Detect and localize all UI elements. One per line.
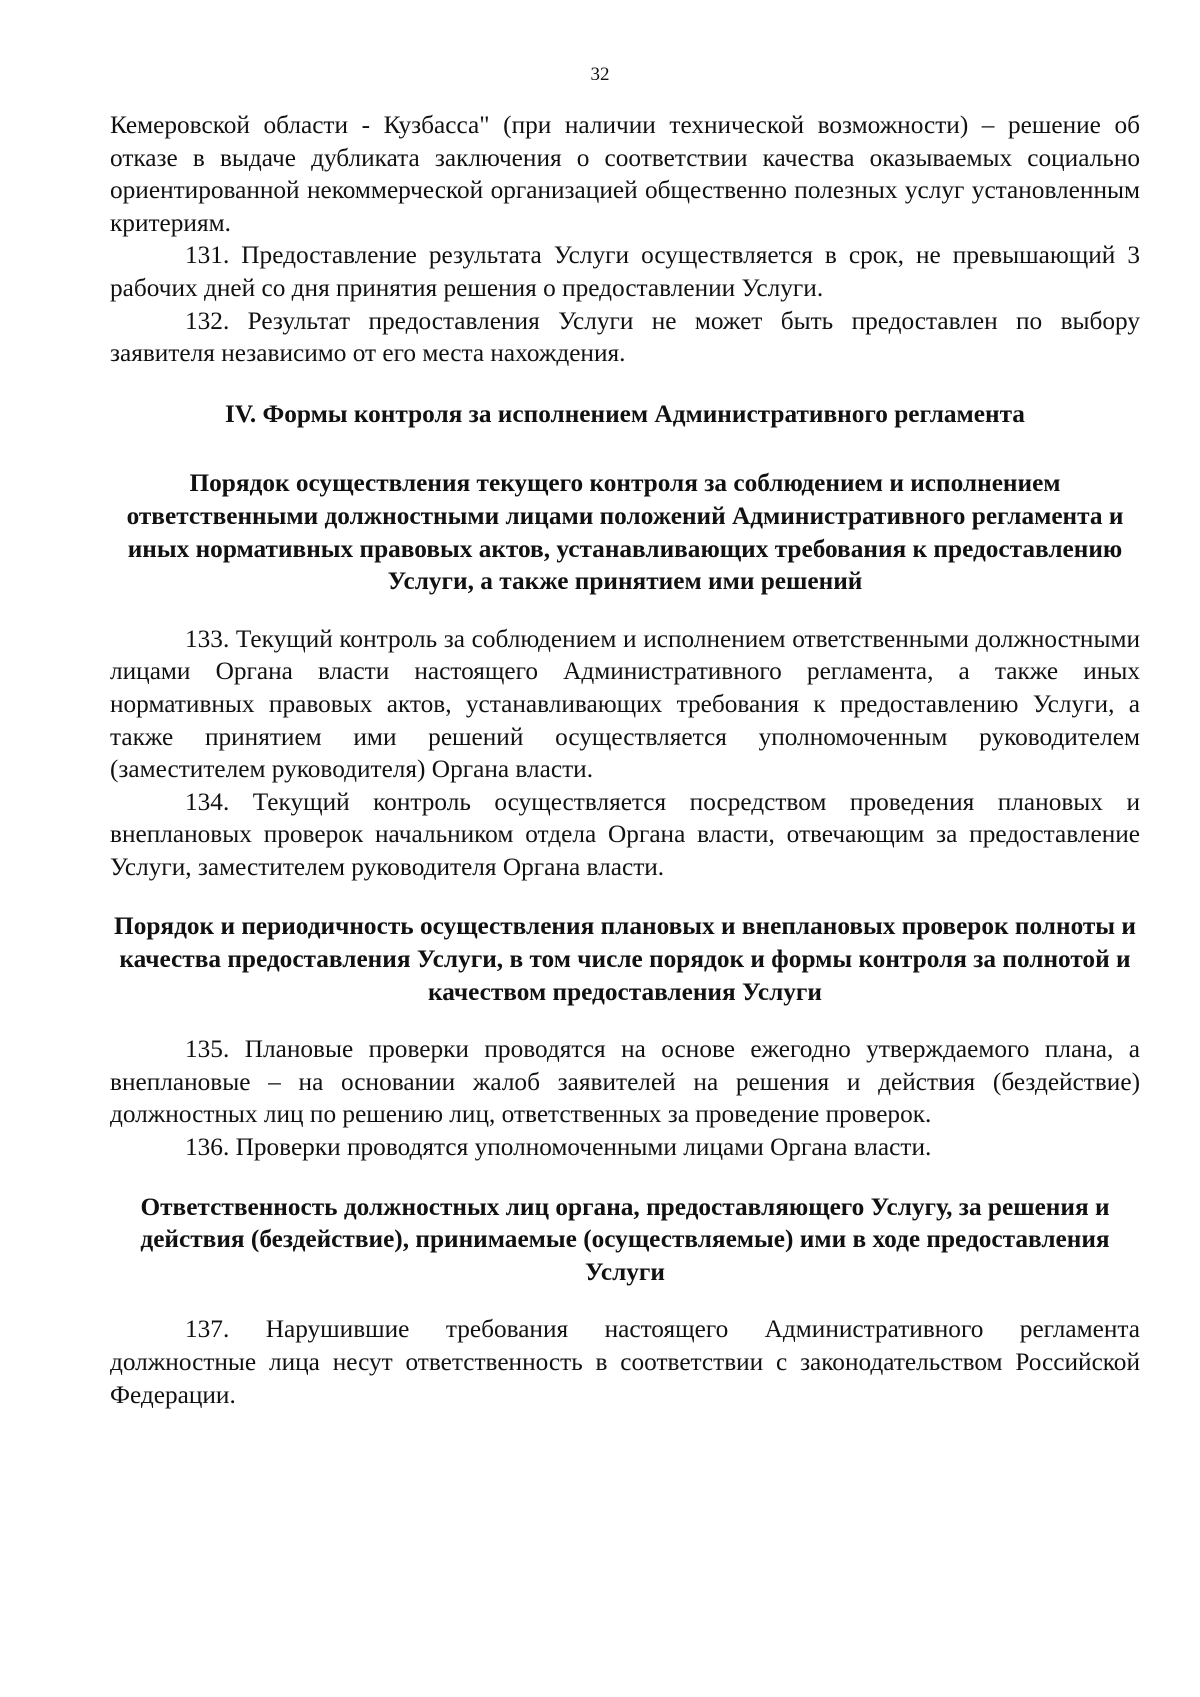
section-iv-title: IV. Формы контроля за исполнением Административного регламента (225, 399, 1025, 428)
paragraph-136: 136. Проверки проводятся уполномоченными лицами Органа власти. (185, 1133, 932, 1162)
heading-responsibility: Ответственность должностных лиц органа, предоставляющего Услугу, за решения и действия (бездействие), принимаемые (осуществляемые) ими в ходе предоставления Услуги (140, 1192, 1110, 1286)
heading-current-control: Порядок осуществления текущего контроля за соблюдением и исполнением ответственными должностными лицами положений Административного регламента и иных нормативных правовых актов, устанавливающих требования к предоставлению Услуги, а также принятием ими решений (126, 469, 1124, 596)
paragraph-135: 135. Плановые проверки проводятся на основе ежегодно утверждаемого плана, а внеплановые – на основании жалоб заявителей на решения и действия (бездействие) должностных лиц по решению лиц, ответственных за проведение проверок. (110, 1035, 1140, 1129)
paragraph-137: 137. Нарушившие требования настоящего Административного регламента должностные лица несут ответственность в соответствии с законодательством Российской Федерации. (110, 1315, 1140, 1409)
paragraph-133: 133. Текущий контроль за соблюдением и исполнением ответственными должностными лицами Органа власти настоящего Административного регламента, а также иных нормативных правовых актов, устанавливающих требования к предоставлению Услуги, а также принятием ими решений осуществляется уполномоченным руководителем (заместителем руководителя) Органа власти. (110, 624, 1140, 784)
heading-inspections: Порядок и периодичность осуществления плановых и внеплановых проверок полноты и качества предоставления Услуги, в том числе порядок и формы контроля за полнотой и качеством предоставления Услуги (114, 912, 1136, 1006)
paragraph-132: 132. Результат предоставления Услуги не может быть предоставлен по выбору заявителя независимо от его места нахождения. (110, 306, 1140, 368)
page-number: 32 (590, 64, 610, 85)
paragraph-131: 131. Предоставление результата Услуги осуществляется в срок, не превышающий 3 рабочих дней со дня принятия решения о предоставлении Услуги. (110, 241, 1140, 302)
paragraph-continuation: Кемеровской области - Кузбасса" (при наличии технической возможности) – решение об отказе в выдаче дубликата заключения о соответствии качества оказываемых социально ориентированной некоммерческой организацией общественно полезных услуг установленным критериям. (110, 111, 1140, 237)
paragraph-134: 134. Текущий контроль осуществляется посредством проведения плановых и внеплановых проверок начальником отдела Органа власти, отвечающим за предоставление Услуги, заместителем руководителя Органа власти. (110, 787, 1140, 881)
document-body (110, 109, 1140, 1411)
